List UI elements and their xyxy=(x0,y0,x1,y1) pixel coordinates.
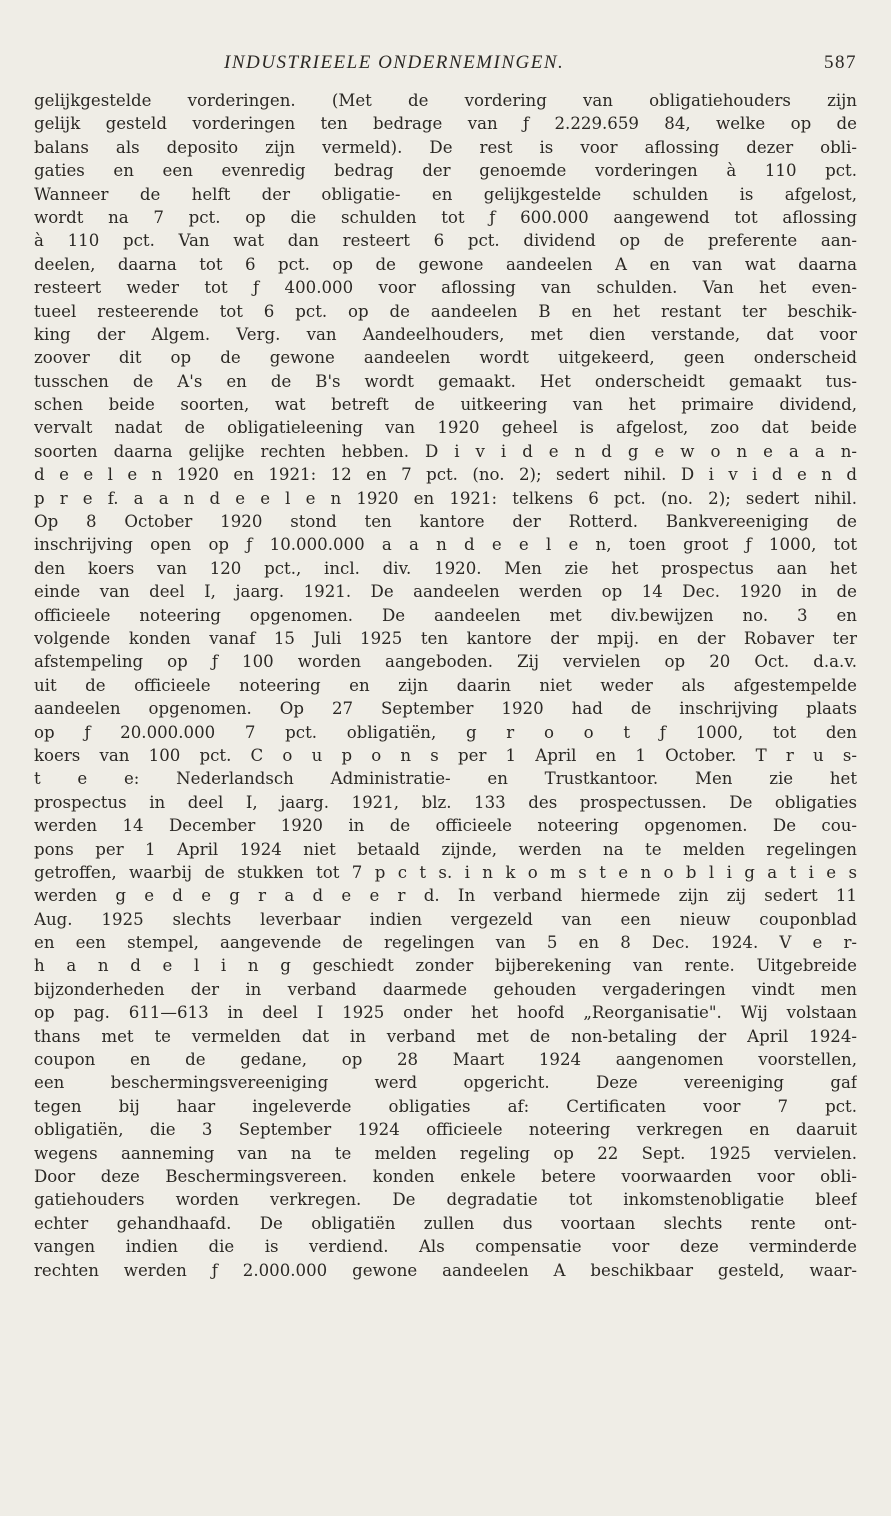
text-line: op ƒ 20.000.000 7 pct. obligatiën, g r o o t ƒ 1000, tot den xyxy=(34,722,857,742)
text-line: p r e f. a a n d e e l e n 1920 en 1921: telkens 6 pct. (no. 2); sedert nihil. xyxy=(34,488,857,508)
text-line: Door deze Beschermingsvereen. konden enkele betere voorwaarden voor obli- xyxy=(34,1166,857,1186)
text-line: tueel resteerende tot 6 pct. op de aandeelen B en het restant ter beschik- xyxy=(34,301,857,321)
text-line: een beschermingsvereeniging werd opgericht. Deze vereeniging gaf xyxy=(34,1073,857,1093)
text-line: op pag. 611—613 in deel I 1925 onder het hoofd „Reorganisatie". Wij volstaan xyxy=(34,1003,857,1023)
text-line: werden g e d e g r a d e e r d. In verband hiermede zijn zij sedert 11 xyxy=(34,886,857,906)
running-title: INDUSTRIEELE ONDERNEMINGEN. xyxy=(224,52,565,73)
running-header xyxy=(34,52,857,82)
text-line: wegens aanneming van na te melden regeling op 22 Sept. 1925 vervielen. xyxy=(34,1143,857,1163)
text-line: thans met te vermelden dat in verband met de non-betaling der April 1924- xyxy=(34,1026,857,1046)
text-line: t e e: Nederlandsch Administratie- en Trustkantoor. Men zie het xyxy=(34,769,857,789)
text-line: pons per 1 April 1924 niet betaald zijnde, werden na te melden regelingen xyxy=(34,839,857,859)
text-line: afstempeling op ƒ 100 worden aangeboden. Zij vervielen op 20 Oct. d.a.v. xyxy=(34,652,857,672)
body-text xyxy=(34,89,857,1282)
text-line: getroffen, waarbij de stukken tot 7 p c t s. i n k o m s t e n o b l i g a t i e s xyxy=(34,862,857,882)
text-line: einde van deel I, jaarg. 1921. De aandeelen werden op 14 Dec. 1920 in de xyxy=(34,582,857,602)
text-line: tusschen de A's en de B's wordt gemaakt. Het onderscheidt gemaakt tus- xyxy=(34,371,857,391)
text-line: aandeelen opgenomen. Op 27 September 1920 had de inschrijving plaats xyxy=(34,699,857,719)
text-line: echter gehandhaafd. De obligatiën zullen dus voortaan slechts rente ont- xyxy=(34,1213,857,1233)
text-line: soorten daarna gelijke rechten hebben. D i v i d e n d g e w o n e a a n- xyxy=(34,441,857,461)
text-line: den koers van 120 pct., incl. div. 1920. Men zie het prospectus aan het xyxy=(34,558,857,578)
text-line: gatiehouders worden verkregen. De degradatie tot inkomstenobligatie bleef xyxy=(34,1190,857,1210)
page-number: 587 xyxy=(824,52,857,73)
text-line: zoover dit op de gewone aandeelen wordt uitgekeerd, geen onderscheid xyxy=(34,348,857,368)
text-line: uit de officieele noteering en zijn daarin niet weder als afgestempelde xyxy=(34,675,857,695)
text-line: bijzonderheden der in verband daarmede gehouden vergaderingen vindt men xyxy=(34,979,857,999)
text-line: balans als deposito zijn vermeld). De rest is voor aflossing dezer obli- xyxy=(34,137,857,157)
text-line: en een stempel, aangevende de regelingen van 5 en 8 Dec. 1924. V e r- xyxy=(34,933,857,953)
text-line: vangen indien die is verdiend. Als compensatie voor deze verminderde xyxy=(34,1237,857,1257)
text-line: gelijkgestelde vorderingen. (Met de vordering van obligatiehouders zijn xyxy=(34,91,857,110)
text-line: coupon en de gedane, op 28 Maart 1924 aangenomen voorstellen, xyxy=(34,1050,857,1070)
text-line: koers van 100 pct. C o u p o n s per 1 April en 1 October. T r u s- xyxy=(34,745,857,765)
text-line: officieele noteering opgenomen. De aandeelen met div.bewijzen no. 3 en xyxy=(34,605,857,625)
text-line: rechten werden ƒ 2.000.000 gewone aandeelen A beschikbaar gesteld, waar- xyxy=(34,1260,857,1280)
text-line: inschrijving open op ƒ 10.000.000 a a n d e e l e n, toen groot ƒ 1000, tot xyxy=(34,535,857,555)
text-line: gelijk gesteld vorderingen ten bedrage van ƒ 2.229.659 84, welke op de xyxy=(34,114,857,134)
text-line: Op 8 October 1920 stond ten kantore der Rotterd. Bankvereeniging de xyxy=(34,512,857,532)
text-line: resteert weder tot ƒ 400.000 voor aflossing van schulden. Van het even- xyxy=(34,278,857,298)
text-line: à 110 pct. Van wat dan resteert 6 pct. dividend op de preferente aan- xyxy=(34,231,857,251)
text-line: d e e l e n 1920 en 1921: 12 en 7 pct. (no. 2); sedert nihil. D i v i d e n d xyxy=(34,465,857,485)
text-line: Wanneer de helft der obligatie- en gelijkgestelde schulden is afgelost, xyxy=(34,184,857,204)
text-line: deelen, daarna tot 6 pct. op de gewone aandeelen A en van wat daarna xyxy=(34,254,857,274)
text-line: volgende konden vanaf 15 Juli 1925 ten kantore der mpij. en der Robaver ter xyxy=(34,628,857,648)
text-line: wordt na 7 pct. op die schulden tot ƒ 600.000 aangewend tot aflossing xyxy=(34,207,857,227)
text-line: king der Algem. Verg. van Aandeelhouders, met dien verstande, dat voor xyxy=(34,324,857,344)
text-line: gaties en een evenredig bedrag der genoemde vorderingen à 110 pct. xyxy=(34,161,857,181)
text-line: schen beide soorten, wat betreft de uitkeering van het primaire dividend, xyxy=(34,395,857,415)
text-line: werden 14 December 1920 in de officieele noteering opgenomen. De cou- xyxy=(34,816,857,836)
text-line: obligatiën, die 3 September 1924 officieele noteering verkregen en daaruit xyxy=(34,1120,857,1140)
text-line: vervalt nadat de obligatieleening van 1920 geheel is afgelost, zoo dat beide xyxy=(34,418,857,438)
text-line: tegen bij haar ingeleverde obligaties af: Certificaten voor 7 pct. xyxy=(34,1096,857,1116)
text-line: prospectus in deel I, jaarg. 1921, blz. 133 des prospectussen. De obligaties xyxy=(34,792,857,812)
text-line: h a n d e l i n g geschiedt zonder bijberekening van rente. Uitgebreide xyxy=(34,956,857,976)
text-line: Aug. 1925 slechts leverbaar indien vergezeld van een nieuw couponblad xyxy=(34,909,857,929)
